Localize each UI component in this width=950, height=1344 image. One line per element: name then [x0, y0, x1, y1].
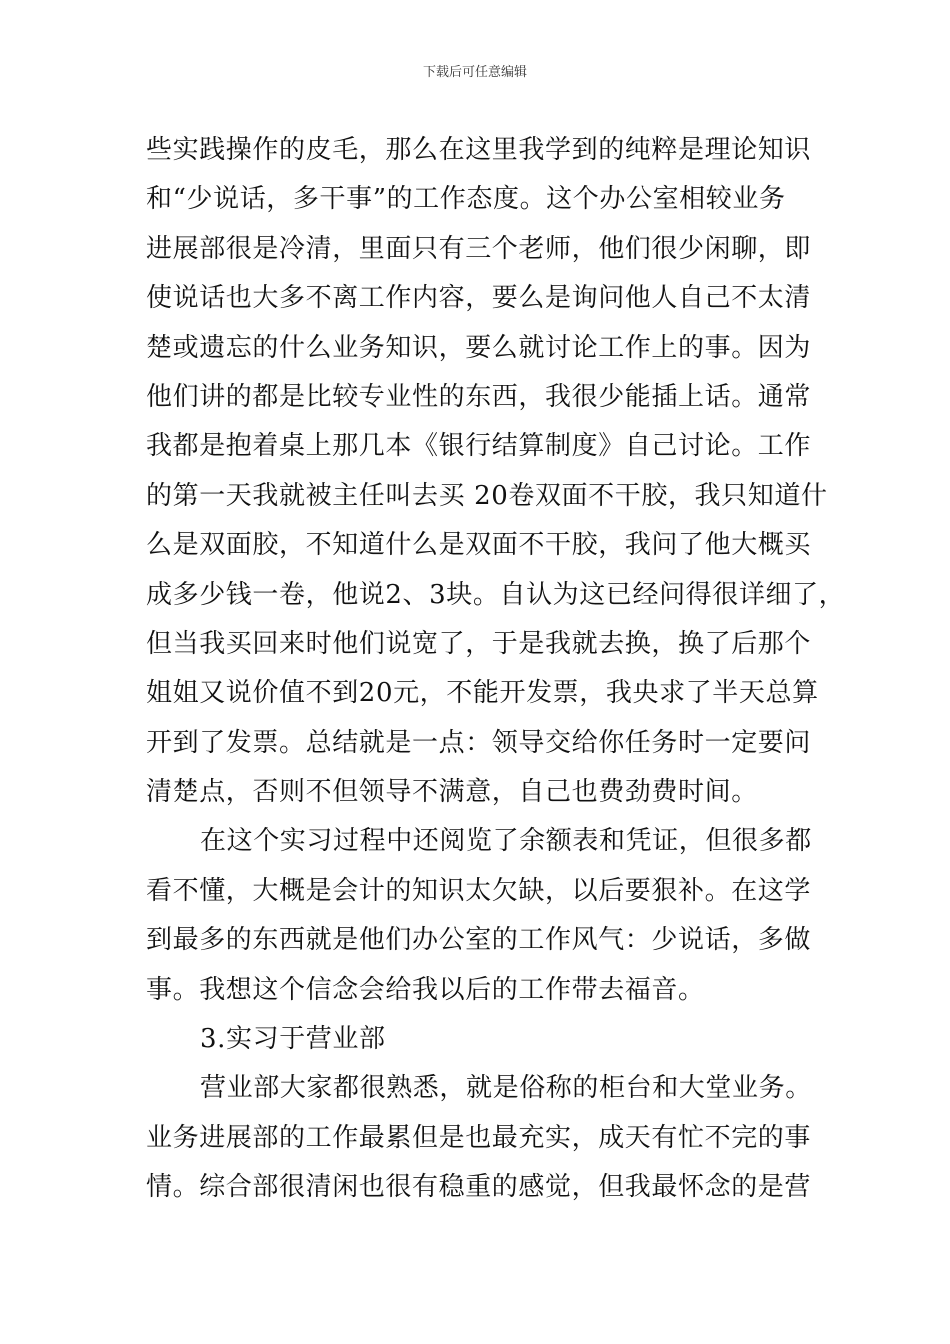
text-line: 些实践操作的皮毛，那么在这里我学到的纯粹是理论知识	[146, 135, 812, 165]
section-heading: 3.实习于营业部	[200, 1024, 386, 1055]
text-line: 和“少说话，多干事”的工作态度。这个办公室相较业务	[146, 184, 786, 215]
text-line: 我都是抱着桌上那几本《银行结算制度》自己讨论。工作	[146, 431, 812, 462]
text-line: 业务进展部的工作最累但是也最充实，成天有忙不完的事	[146, 1122, 812, 1153]
text-line: 看不懂，大概是会计的知识太欠缺，以后要狠补。在这学	[146, 875, 812, 906]
text-line: 进展部很是冷清，里面只有三个老师，他们很少闲聊，即	[146, 233, 812, 264]
text-line: 到最多的东西就是他们办公室的工作风气：少说话，多做	[146, 925, 812, 956]
page-header: 下载后可任意编辑	[422, 65, 527, 80]
text-line: 情。综合部很清闲也很有稳重的感觉，但我最怀念的是营	[146, 1172, 812, 1203]
text-line: 他们讲的都是比较专业性的东西，我很少能插上话。通常	[146, 381, 812, 412]
paragraph-start-line: 营业部大家都很熟悉，就是俗称的柜台和大堂业务。	[200, 1073, 812, 1104]
text-line: 成多少钱一卷，他说2、3块。自认为这已经问得很详细了，	[146, 579, 846, 610]
text-line: 楚或遗忘的什么业务知识，要么就讨论工作上的事。因为	[146, 332, 812, 363]
text-line: 使说话也大多不离工作内容，要么是询问他人自己不太清	[146, 283, 812, 314]
document-body	[146, 126, 846, 1213]
text-line: 的第一天我就被主任叫去买 20卷双面不干胶，我只知道什	[146, 480, 828, 511]
text-line: 姐姐又说价值不到20元，不能开发票，我央求了半天总算	[146, 678, 819, 709]
text-line: 么是双面胶，不知道什么是双面不干胶，我问了他大概买	[146, 530, 812, 561]
text-line: 但当我买回来时他们说宽了，于是我就去换，换了后那个	[146, 628, 812, 659]
paragraph-start-line: 在这个实习过程中还阅览了余额表和凭证，但很多都	[200, 826, 812, 857]
text-line: 开到了发票。总结就是一点：领导交给你任务时一定要问	[146, 727, 812, 758]
text-line: 事。我想这个信念会给我以后的工作带去福音。	[146, 974, 705, 1005]
text-line: 清楚点，否则不但领导不满意，自己也费劲费时间。	[146, 777, 758, 808]
